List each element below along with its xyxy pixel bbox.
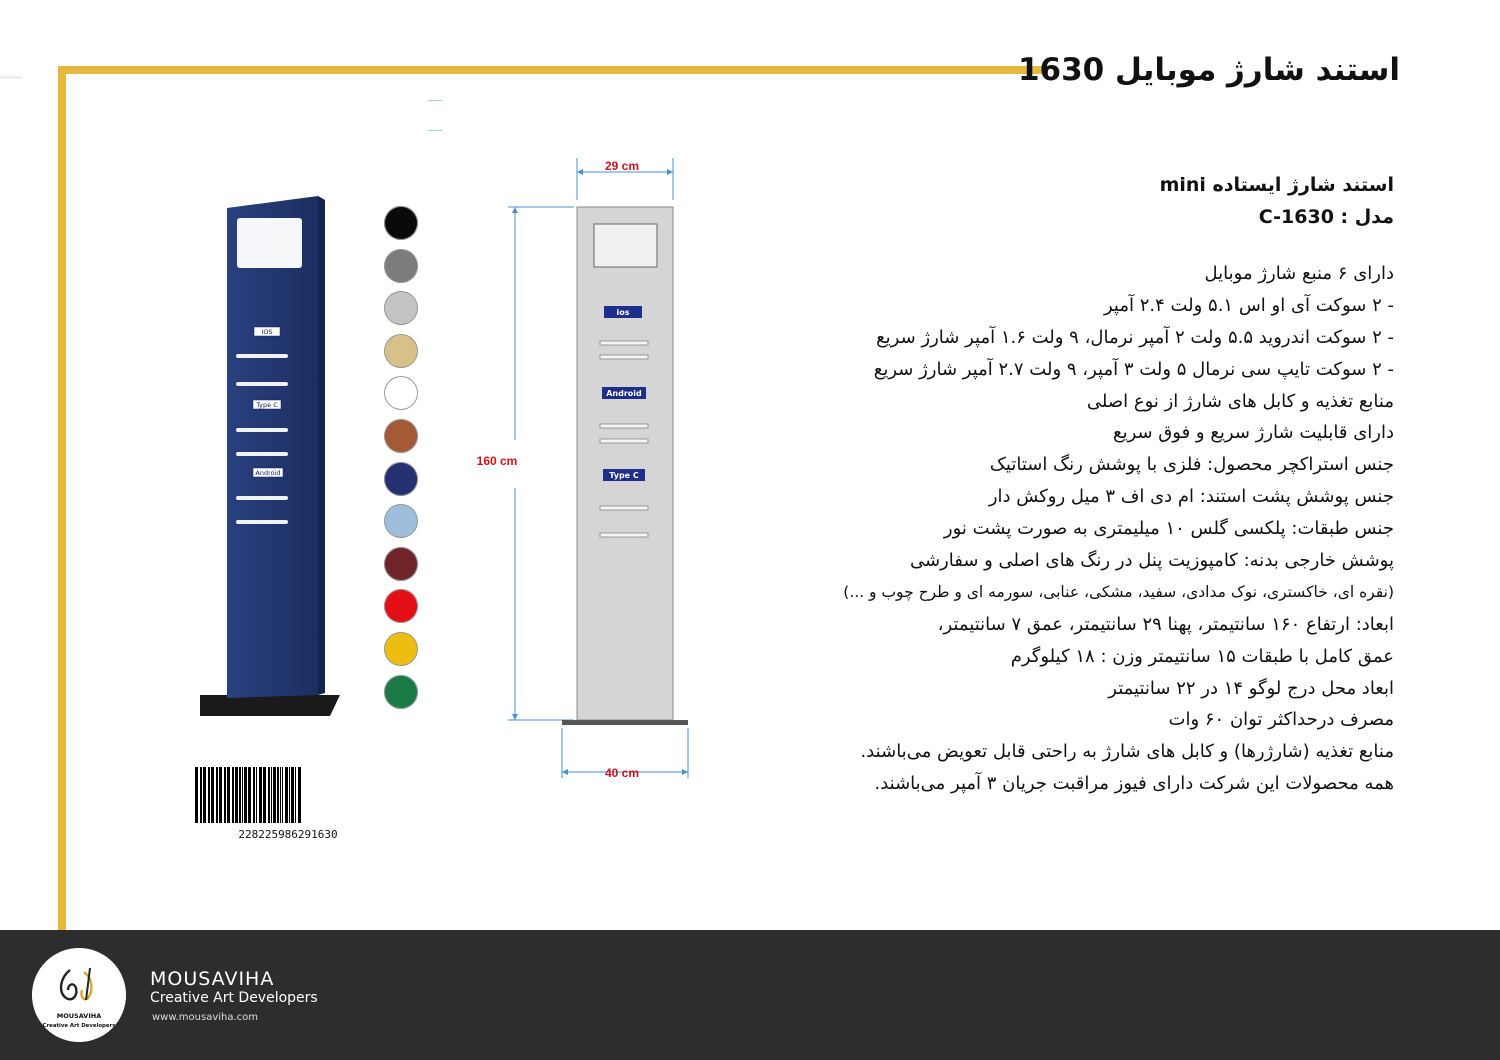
tech-label-android: Android bbox=[606, 389, 642, 398]
page-title: استند شارژ موبایل 1630 bbox=[1017, 52, 1400, 88]
swatch-yellow bbox=[384, 632, 418, 666]
barcode-bar bbox=[263, 767, 266, 823]
frame-top-bar bbox=[58, 66, 1048, 74]
tech-shelf bbox=[600, 424, 648, 428]
stand-side-panel bbox=[318, 196, 325, 695]
decor-line bbox=[428, 130, 442, 131]
spec-line: ابعاد: ارتفاع ۱۶۰ سانتیمتر، پهنا ۲۹ سانتیمتر، عمق ۷ سانتیمتر، bbox=[937, 613, 1394, 635]
tech-panel bbox=[577, 207, 673, 720]
decor-line bbox=[428, 100, 442, 101]
tech-logo-window bbox=[594, 224, 657, 267]
logo-name: MOUSAVIHA bbox=[56, 1012, 102, 1020]
spec-line: - ۲ سوکت اندروید ۵.۵ ولت ۲ آمپر نرمال، ۹ ولت ۱.۶ آمپر شارژ سریع bbox=[876, 326, 1394, 348]
stand-shelf bbox=[236, 382, 288, 386]
barcode-bar bbox=[280, 767, 281, 823]
barcode-bar bbox=[295, 767, 296, 823]
barcode-bar bbox=[216, 767, 218, 823]
barcode-bar bbox=[219, 767, 222, 823]
stand-label-ios: IOS bbox=[261, 328, 273, 336]
brand-name: MOUSAVIHA bbox=[150, 968, 275, 990]
barcode-bar bbox=[195, 767, 198, 823]
barcode-bar bbox=[256, 767, 257, 823]
spec-block bbox=[754, 170, 1394, 800]
barcode-bar bbox=[239, 767, 241, 823]
barcode-bar bbox=[232, 767, 234, 823]
dim-height-label: 160 cm bbox=[476, 454, 518, 468]
footer bbox=[0, 930, 1500, 1060]
barcode-bar bbox=[248, 767, 251, 823]
barcode-bars bbox=[195, 767, 301, 823]
spec-line: دارای قابلیت شارژ سریع و فوق سریع bbox=[1112, 422, 1394, 444]
swatch-green bbox=[384, 675, 418, 709]
frame-left-bar bbox=[58, 66, 66, 930]
barcode-bar bbox=[242, 767, 243, 823]
dim-base-label: 40 cm bbox=[604, 766, 640, 780]
technical-drawing bbox=[470, 150, 710, 790]
spec-line: (نقره ای، خاکستری، نوک مدادی، سفید، مشکی، عنابی، سورمه ای و طرح چوب و ...) bbox=[843, 582, 1394, 601]
swatch-maroon bbox=[384, 547, 418, 581]
spec-line: عمق کامل با طبقات ۱۵ سانتیمتر وزن : ۱۸ کیلوگرم bbox=[1010, 645, 1394, 667]
spec-line: منابع تغذیه و کابل های شارژ از نوع اصلی bbox=[1086, 390, 1394, 412]
tech-label-ios: ios bbox=[616, 308, 630, 317]
stand-illustration bbox=[190, 190, 350, 730]
swatch-navy bbox=[384, 462, 418, 496]
tech-shelf bbox=[600, 341, 648, 345]
spec-line: - ۲ سوکت آی او اس ۵.۱ ولت ۲.۴ آمپر bbox=[1103, 294, 1394, 316]
barcode-bar bbox=[268, 767, 270, 823]
barcode-bar bbox=[273, 767, 276, 823]
swatch-light-blue bbox=[384, 504, 418, 538]
stand-shelf bbox=[236, 428, 288, 432]
swatch-wood bbox=[384, 419, 418, 453]
stand-shelf bbox=[236, 354, 288, 358]
spec-line: مصرف درحداکثر توان ۶۰ وات bbox=[1168, 709, 1394, 731]
dim-arrow bbox=[682, 769, 688, 775]
dim-arrow bbox=[512, 714, 518, 720]
logo-tagline: Creative Art Developers bbox=[42, 1023, 116, 1029]
spec-line: همه محصولات این شرکت دارای فیوز مراقبت جریان ۳ آمپر می‌باشند. bbox=[874, 773, 1394, 795]
barcode-bar bbox=[208, 767, 210, 823]
barcode-number: 228225986291630 bbox=[238, 828, 338, 841]
decor-line bbox=[0, 76, 22, 79]
color-swatches bbox=[384, 206, 418, 717]
spec-product-name: استند شارژ ایستاده mini bbox=[1159, 174, 1394, 196]
swatch-gray bbox=[384, 249, 418, 283]
swatch-silver bbox=[384, 291, 418, 325]
spec-line: پوشش خارجی بدنه: کامپوزیت پنل در رنگ های اصلی و سفارشی bbox=[909, 550, 1394, 572]
tech-base bbox=[562, 720, 688, 725]
website-link[interactable]: www.mousaviha.com bbox=[152, 1012, 259, 1023]
stand-shelf bbox=[236, 520, 288, 524]
barcode-bar bbox=[259, 767, 262, 823]
dim-arrow bbox=[512, 207, 518, 213]
dim-arrow bbox=[667, 169, 673, 175]
swatch-white bbox=[384, 376, 418, 410]
spec-line: جنس استراکچر محصول: فلزی با پوشش رنگ استاتیک bbox=[989, 454, 1394, 476]
stand-logo-screen bbox=[237, 218, 302, 268]
brand-tagline: Creative Art Developers bbox=[150, 990, 318, 1006]
tech-shelf bbox=[600, 355, 648, 359]
barcode-bar bbox=[224, 767, 226, 823]
dim-arrow bbox=[577, 169, 583, 175]
barcode-bar bbox=[282, 767, 283, 823]
dim-width-label: 29 cm bbox=[604, 159, 640, 173]
spec-line: منابع تغذیه (شارژرها) و کابل های شارژ به راحتی قابل تعویض می‌باشند. bbox=[860, 741, 1394, 763]
stand-base bbox=[200, 695, 340, 716]
company-logo bbox=[32, 948, 126, 1042]
barcode-bar bbox=[200, 767, 202, 823]
spec-line: دارای ۶ منبع شارژ موبایل bbox=[1204, 263, 1394, 284]
tech-shelf bbox=[600, 506, 648, 510]
tech-label-typec: Type C bbox=[609, 471, 639, 480]
swatch-black bbox=[384, 206, 418, 240]
barcode-bar bbox=[285, 767, 288, 823]
barcode-bar bbox=[253, 767, 255, 823]
barcode-bar bbox=[244, 767, 247, 823]
stand-label-typec: Type C bbox=[256, 401, 278, 409]
barcode-bar bbox=[211, 767, 214, 823]
spec-model: مدل : C-1630 bbox=[1258, 206, 1394, 228]
spec-line: جنس پوشش پشت استند: ام دی اف ۳ میل روکش دار bbox=[988, 486, 1394, 508]
tech-shelf bbox=[600, 439, 648, 443]
tech-shelf bbox=[600, 533, 648, 537]
stand-label-android: Android bbox=[255, 469, 281, 477]
barcode-bar bbox=[203, 767, 206, 823]
spec-line: جنس طبقات: پلکسی گلس ۱۰ میلیمتری به صورت پشت نور bbox=[943, 518, 1394, 540]
barcode-bar bbox=[291, 767, 294, 823]
stand-front-panel bbox=[227, 196, 318, 698]
barcode-bar bbox=[227, 767, 230, 823]
swatch-red bbox=[384, 589, 418, 623]
barcode bbox=[193, 765, 383, 845]
spec-line: - ۲ سوکت تایپ سی نرمال ۵ ولت ۳ آمپر، ۹ ولت ۲.۷ آمپر شارژ سریع bbox=[873, 358, 1394, 380]
barcode-bar bbox=[277, 767, 279, 823]
barcode-bar bbox=[271, 767, 272, 823]
spec-line: ابعاد محل درج لوگو ۱۴ در ۲۲ سانتیمتر bbox=[1108, 677, 1394, 699]
barcode-bar bbox=[235, 767, 238, 823]
dim-arrow bbox=[562, 769, 568, 775]
stand-shelf bbox=[236, 452, 288, 456]
swatch-gold bbox=[384, 334, 418, 368]
barcode-bar bbox=[289, 767, 290, 823]
barcode-bar bbox=[298, 767, 301, 823]
stand-shelf bbox=[236, 496, 288, 500]
